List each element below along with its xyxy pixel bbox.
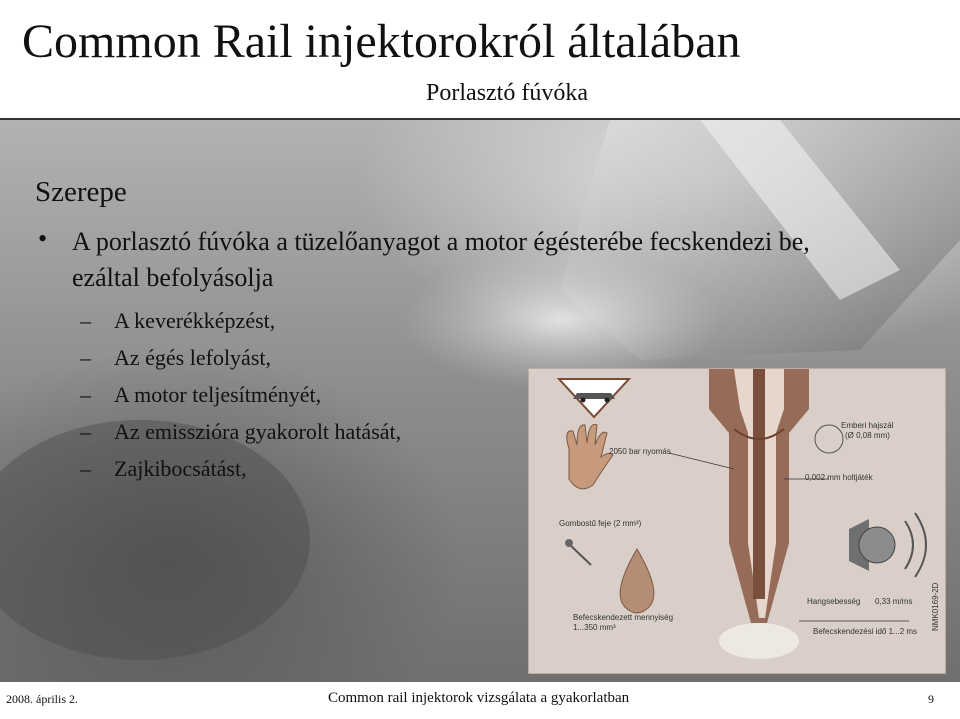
footer-title: Common rail injektorok vizsgálata a gyakorlatban (328, 690, 630, 706)
label-time: Befecskendezési idő 1...2 ms (813, 627, 918, 636)
sub-item-dash: – (80, 345, 91, 370)
label-clearance: 0,002 mm holtjáték (805, 473, 873, 482)
label-pressure: 2050 bar nyomás (609, 447, 671, 456)
bullet-marker: • (38, 224, 48, 253)
slide-title: Common Rail injektorokról általában (22, 15, 741, 68)
sub-item-text: Az emisszióra gyakorolt hatását, (114, 419, 402, 444)
label-speed: 0,33 m/ms (875, 597, 913, 606)
slide-header (0, 0, 960, 120)
label-sound: Hangsebesség (807, 597, 861, 606)
sub-item-text: A motor teljesítményét, (114, 382, 322, 407)
label-hair-size: (Ø 0,08 mm) (845, 431, 890, 440)
section-heading: Szerepe (35, 176, 127, 208)
sub-item-dash: – (80, 382, 91, 407)
label-pinhead: Gombostű feje (2 mm³) (559, 519, 642, 528)
sub-item (80, 382, 321, 408)
slide-body (0, 120, 960, 682)
sub-item-dash: – (80, 456, 91, 481)
sub-item-text: Zajkibocsátást, (114, 456, 247, 481)
slide-subtitle: Porlasztó fúvóka (426, 80, 588, 106)
sub-item (80, 419, 401, 445)
slide-footer (0, 682, 960, 719)
slide-content (0, 120, 960, 682)
sub-item (80, 345, 271, 371)
pin-icon (569, 544, 591, 565)
sub-item-dash: – (80, 308, 91, 333)
hair-icon (815, 425, 843, 453)
sub-item (80, 308, 275, 334)
sub-item-text: A keverékképzést, (114, 308, 276, 333)
sub-item-dash: – (80, 419, 91, 444)
drop-icon (620, 549, 654, 613)
nozzle-diagram (528, 368, 946, 674)
footer-date: 2008. április 2. (6, 692, 78, 706)
label-quantity-range: 1...350 mm³ (573, 623, 616, 632)
hand-icon (567, 424, 613, 488)
page-number: 9 (928, 692, 934, 706)
label-code: NMK0169-2D (931, 582, 940, 631)
sub-item-text: Az égés lefolyást, (114, 345, 271, 370)
label-hair: Emberi hajszál (841, 421, 894, 430)
sub-item (80, 456, 247, 482)
label-quantity: Befecskendezett mennyiség (573, 613, 674, 622)
bullet-text: A porlasztó fúvóka a tüzelőanyagot a motor égésterébe fecskendezi be, ezáltal befolyásolja (72, 227, 810, 292)
